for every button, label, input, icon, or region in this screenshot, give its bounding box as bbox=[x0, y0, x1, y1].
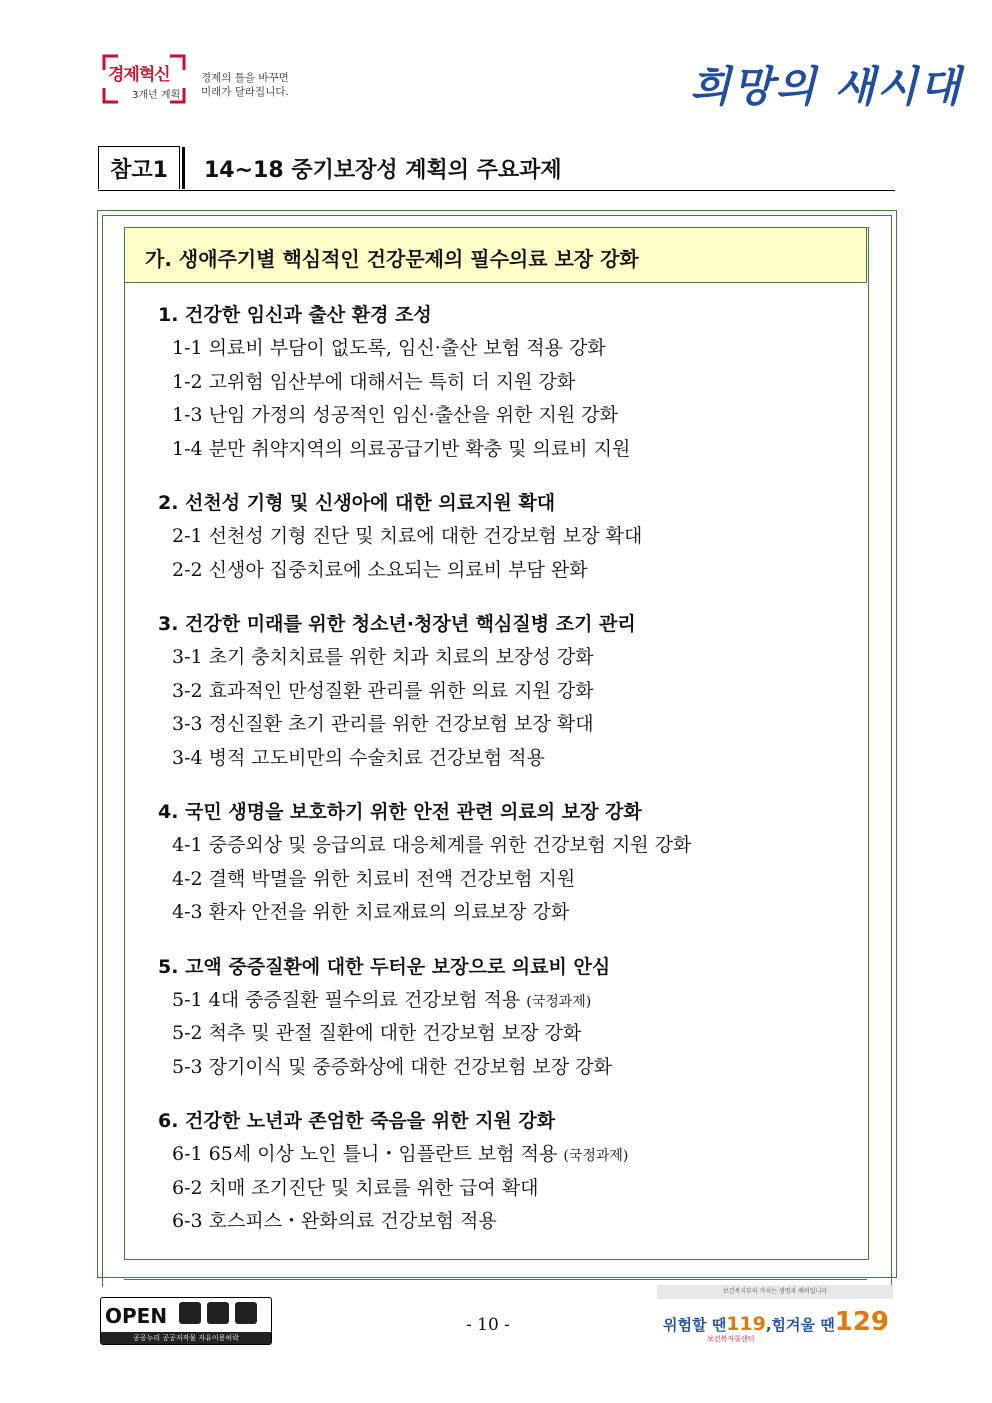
hotline-b-label: ,힘겨울 땐 bbox=[765, 1316, 835, 1334]
hotline-main bbox=[663, 1307, 889, 1337]
task-item-text: 2-2 신생아 집중치료에 소요되는 의료비 부담 완화 bbox=[172, 558, 588, 581]
slogan-line-1: 경제의 틀을 바꾸면 bbox=[201, 72, 289, 84]
section-heading: 1. 건강한 임신과 출산 환경 조성 bbox=[158, 304, 432, 326]
attribution-icon bbox=[179, 1302, 201, 1324]
task-item-text: 4-3 환자 안전을 위한 치료재료의 의료보장 강화 bbox=[172, 901, 570, 923]
header-slogan bbox=[201, 71, 289, 99]
task-item bbox=[158, 520, 858, 554]
section-banner bbox=[124, 227, 867, 283]
task-item bbox=[158, 1172, 858, 1206]
task-item-text: 2-1 선천성 기형 진단 및 치료에 대한 건강보험 보장 확대 bbox=[172, 525, 643, 547]
open-license-badge bbox=[100, 1297, 272, 1345]
banner-text: 가. 생애주기별 핵심적인 건강문제의 필수의료 보장 강화 bbox=[145, 247, 639, 271]
section-heading: 3. 건강한 미래를 위한 청소년·청장년 핵심질병 조기 관리 bbox=[158, 613, 636, 635]
task-item bbox=[158, 742, 858, 776]
task-item-text: 1-2 고위험 임산부에 대해서는 특히 더 지원 강화 bbox=[172, 370, 576, 393]
section-heading: 2. 선천성 기형 및 신생아에 대한 의료지원 확대 bbox=[158, 492, 556, 514]
page-number: - 10 - bbox=[466, 1315, 510, 1335]
task-section bbox=[158, 486, 858, 587]
national-task-note: (국정과제) bbox=[526, 993, 592, 1010]
task-section bbox=[158, 950, 858, 1085]
economic-innovation-logo bbox=[102, 54, 186, 104]
page-title: 14~18 중기보장성 계획의 주요과제 bbox=[204, 158, 562, 183]
task-section bbox=[158, 795, 858, 930]
task-item-text: 3-4 병적 고도비만의 수술치료 건강보험 적용 bbox=[172, 746, 545, 769]
task-item bbox=[158, 554, 858, 588]
task-item-text: 4-1 중증외상 및 응급의료 대응체계를 위한 건강보험 지원 강화 bbox=[172, 834, 692, 856]
logo-subtitle: 3개년 계획 bbox=[132, 90, 181, 101]
hotline-a-label: 위험할 땐 bbox=[663, 1316, 727, 1334]
hotline-a-number: 119 bbox=[726, 1313, 766, 1335]
page-title-row bbox=[98, 146, 895, 191]
task-item-text: 6-1 65세 이상 노인 틀니・임플란트 보험 적용 bbox=[172, 1143, 558, 1165]
task-section bbox=[158, 298, 858, 466]
task-item-text: 4-2 결핵 박멸을 위한 치료비 전액 건강보험 지원 bbox=[172, 867, 576, 890]
hotline-b-number: 129 bbox=[834, 1307, 890, 1337]
open-label: OPEN bbox=[105, 1304, 168, 1328]
logo-title: 경제혁신 bbox=[108, 65, 170, 85]
task-item-text: 1-4 분만 취약지역의 의료공급기반 확충 및 의료비 지원 bbox=[172, 437, 631, 460]
task-item bbox=[158, 675, 858, 709]
task-item-text: 6-3 호스피스・완화의료 건강보험 적용 bbox=[172, 1210, 497, 1232]
task-item bbox=[158, 708, 858, 742]
task-list bbox=[158, 298, 858, 1259]
national-task-note: (국정과제) bbox=[563, 1148, 629, 1164]
section-heading: 5. 고액 중증질환에 대한 두터운 보장으로 의료비 안심 bbox=[158, 955, 611, 978]
task-item bbox=[158, 1017, 858, 1051]
slogan-line-2: 미래가 달라집니다. bbox=[201, 86, 289, 98]
hotline-top-text: 보건복지부의 가치는 생명과 배려입니다 bbox=[657, 1285, 893, 1299]
section-heading: 6. 건강한 노년과 존엄한 죽음을 위한 지원 강화 bbox=[158, 1110, 556, 1132]
task-item bbox=[158, 641, 858, 675]
task-item bbox=[158, 332, 858, 366]
task-item-text: 3-2 효과적인 만성질환 관리를 위한 의료 지원 강화 bbox=[172, 679, 594, 702]
task-item-text: 3-1 초기 충치치료를 위한 치과 치료의 보장성 강화 bbox=[172, 646, 594, 668]
task-item bbox=[158, 433, 858, 467]
task-item bbox=[158, 896, 858, 930]
noncommercial-icon bbox=[207, 1302, 229, 1324]
title-tag: 참고1 bbox=[98, 146, 180, 189]
task-item-text: 5-3 장기이식 및 중증화상에 대한 건강보험 보장 강화 bbox=[172, 1055, 612, 1078]
task-item-text: 1-3 난임 가정의 성공적인 임신·출산을 위한 지원 강화 bbox=[172, 404, 618, 426]
task-section bbox=[158, 607, 858, 775]
footer-divider bbox=[124, 1279, 867, 1280]
task-item-text: 3-3 정신질환 초기 관리를 위한 건강보험 보장 확대 bbox=[172, 713, 594, 735]
task-item bbox=[158, 1051, 858, 1085]
task-item bbox=[158, 829, 858, 863]
task-item bbox=[158, 984, 858, 1018]
task-item-text: 5-2 척추 및 관절 질환에 대한 건강보험 보장 강화 bbox=[172, 1022, 582, 1044]
open-caption: 공공누리 공공저작물 자유이용허락 bbox=[101, 1332, 271, 1344]
task-item bbox=[158, 1138, 858, 1172]
hotline-banner bbox=[657, 1285, 893, 1345]
task-item bbox=[158, 1205, 858, 1239]
hope-new-era-logo: 희망의 새시대 bbox=[690, 62, 963, 111]
task-item bbox=[158, 863, 858, 897]
hotline-subtext: 보건복지콜센터 bbox=[707, 1335, 755, 1343]
no-derivatives-icon bbox=[235, 1302, 257, 1324]
task-item-text: 6-2 치매 조기진단 및 치료를 위한 급여 확대 bbox=[172, 1176, 539, 1199]
task-item-text: 1-1 의료비 부담이 없도록, 임신·출산 보험 적용 강화 bbox=[172, 337, 606, 359]
section-heading: 4. 국민 생명을 보호하기 위한 안전 관련 의료의 보장 강화 bbox=[158, 801, 642, 823]
task-item bbox=[158, 366, 858, 400]
task-item bbox=[158, 399, 858, 433]
task-item-text: 5-1 4대 중증질환 필수의료 건강보험 적용 bbox=[172, 988, 521, 1011]
task-section bbox=[158, 1104, 858, 1239]
